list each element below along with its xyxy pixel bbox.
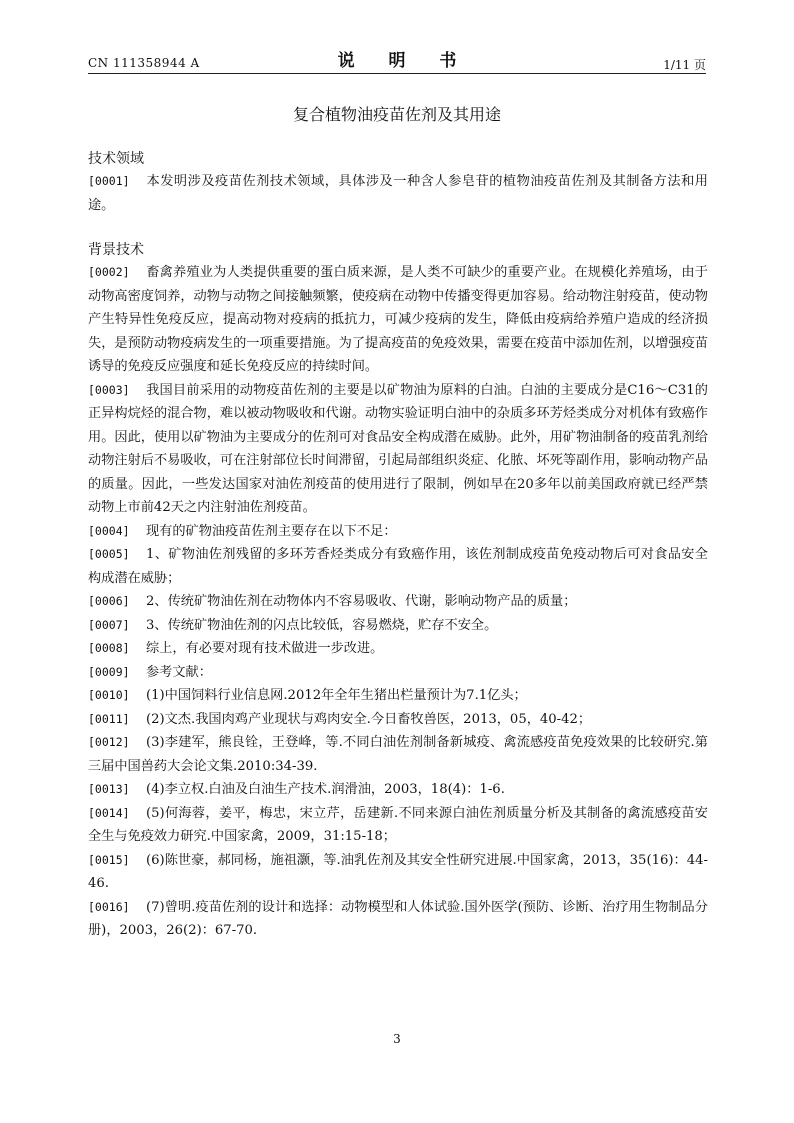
paragraph xyxy=(88,170,708,217)
paragraph-text: 综上，有必要对现有技术做进一步改进。 xyxy=(146,641,384,656)
section-heading: 背景技术 xyxy=(88,242,144,258)
paragraph xyxy=(88,849,708,896)
paragraph xyxy=(88,261,708,379)
paragraph-number: [0012] xyxy=(88,735,130,749)
paragraph-text: (2)文杰.我国肉鸡产业现状与鸡肉安全.今日畜牧兽医，2013，05，40-42； xyxy=(146,711,592,727)
paragraph-text: 3、传统矿物油佐剂的闪点比较低，容易燃烧，贮存不安全。 xyxy=(146,617,498,633)
paragraph-number: [0006] xyxy=(88,594,130,608)
paragraph-text: 本发明涉及疫苗佐剂技术领域，具体涉及一种含人参皂苷的植物油疫苗佐剂及其制备方法和用途。 xyxy=(88,174,708,213)
paragraph-text: 我国目前采用的动物疫苗佐剂的主要是以矿物油为原料的白油。白油的主要成分是C16～C31的正异构烷烃的混合物，难以被动物吸收和代谢。动物实验证明白油中的杂质多环芳烃类成分对机体有致癌作用。因此，使用以矿物油为主要成分的佐剂可对食品安全构成潜在威胁。此外，用矿物油制备的疫苗乳剂给动物注射后不易吸收，可在注射部位长时间滞留，引起局部组织炎症、化脓、坏死等副作用，影响动物产品的质量。因此，一些发达国家对油佐剂疫苗的使用进行了限制，例如早在20多年以前美国政府就已经严禁动物上市前42天之内注射油佐剂疫苗。 xyxy=(88,382,708,515)
paragraph-number: [0016] xyxy=(88,899,130,914)
paragraph-text: (7)曾明.疫苗佐剂的设计和选择：动物模型和人体试验.国外医学(预防、诊断、治疗用生物制品分册)，2003，26(2)：67-70. xyxy=(88,899,708,938)
paragraph-text: 1、矿物油佐剂残留的多环芳香烃类成分有致癌作用，该佐剂制成疫苗免疫动物后可对食品安全构成潜在威胁； xyxy=(88,547,708,586)
paragraph-text: 2、传统矿物油佐剂在动物体内不容易吸收、代谢，影响动物产品的质量； xyxy=(146,594,577,609)
paragraph xyxy=(88,520,708,544)
paragraph xyxy=(88,637,708,661)
paragraph xyxy=(88,379,708,520)
paragraph xyxy=(88,731,708,778)
page-number: 3 xyxy=(393,1032,401,1046)
paragraph-text: (4)李立权.白油及白油生产技术.润滑油，2003，18(4)：1-6. xyxy=(146,782,505,797)
page-header xyxy=(88,46,706,74)
paragraph xyxy=(88,802,708,849)
paragraph xyxy=(88,590,708,614)
paragraph-number: [0001] xyxy=(88,174,130,188)
paragraph-text: 现有的矿物油疫苗佐剂主要存在以下不足： xyxy=(146,523,397,539)
paragraph-number: [0010] xyxy=(88,688,130,702)
paragraph xyxy=(88,543,708,590)
header-title: 说 明 书 xyxy=(337,51,471,71)
paragraph xyxy=(88,661,708,685)
paragraph-number: [0007] xyxy=(88,617,130,632)
paragraph-number: [0009] xyxy=(88,664,130,679)
paragraph-text: (5)何海蓉，姜平，梅忠，宋立芹，岳建新.不同来源白油佐剂质量分析及其制备的禽流感疫苗安全生与免疫效力研究.中国家禽，2009，31:15-18； xyxy=(88,805,708,844)
paragraph xyxy=(88,708,708,732)
paragraph-number: [0011] xyxy=(88,711,130,726)
paragraph xyxy=(88,684,708,708)
paragraph-text: (3)李建军，熊良铨，王登峰，等.不同白油佐剂制备新城疫、禽流感疫苗免疫效果的比较研究.第三届中国兽药大会论文集.2010:34-39. xyxy=(88,735,708,774)
section-spacer xyxy=(88,217,708,239)
page-indicator: 1/11 页 xyxy=(663,58,706,72)
paragraph xyxy=(88,778,708,802)
document-body xyxy=(88,148,708,943)
paragraph-number: [0013] xyxy=(88,782,130,796)
publication-number: CN 111358944 A xyxy=(88,56,200,70)
paragraph-number: [0015] xyxy=(88,852,130,867)
paragraph-number: [0014] xyxy=(88,805,130,820)
paragraph-number: [0004] xyxy=(88,523,130,538)
paragraph-number: [0008] xyxy=(88,641,130,655)
paragraph-number: [0003] xyxy=(88,382,130,397)
paragraph xyxy=(88,896,708,943)
paragraph-text: 畜禽养殖业为人类提供重要的蛋白质来源，是人类不可缺少的重要产业。在规模化养殖场，由于动物高密度饲养，动物与动物之间接触频繁，使疫病在动物中传播变得更加容易。给动物注射疫苗，使动物产生特异性免疫反应，提高动物对疫病的抵抗力，可减少疫病的发生，降低由疫病给养殖户造成的经济损失，是预防动物疫病发生的一项重要措施。为了提高疫苗的免疫效果，需要在疫苗中添加佐剂，以增强疫苗诱导的免疫反应强度和延长免疫反应的持续时间。 xyxy=(88,265,708,374)
paragraph-text: (6)陈世豪，郝同杨，施祖灏，等.油乳佐剂及其安全性研究进展.中国家禽，2013，35(16)：44-46. xyxy=(88,852,708,891)
section-heading: 技术领域 xyxy=(88,151,144,167)
paragraph-number: [0005] xyxy=(88,547,130,561)
paragraph-number: [0002] xyxy=(88,265,130,279)
paragraph-text: 参考文献： xyxy=(146,664,212,680)
document-title: 复合植物油疫苗佐剂及其用途 xyxy=(292,105,501,124)
paragraph-text: (1)中国饲料行业信息网.2012年全年生猪出栏量预计为7.1亿头； xyxy=(146,688,527,703)
header-divider xyxy=(88,73,706,74)
paragraph xyxy=(88,614,708,638)
